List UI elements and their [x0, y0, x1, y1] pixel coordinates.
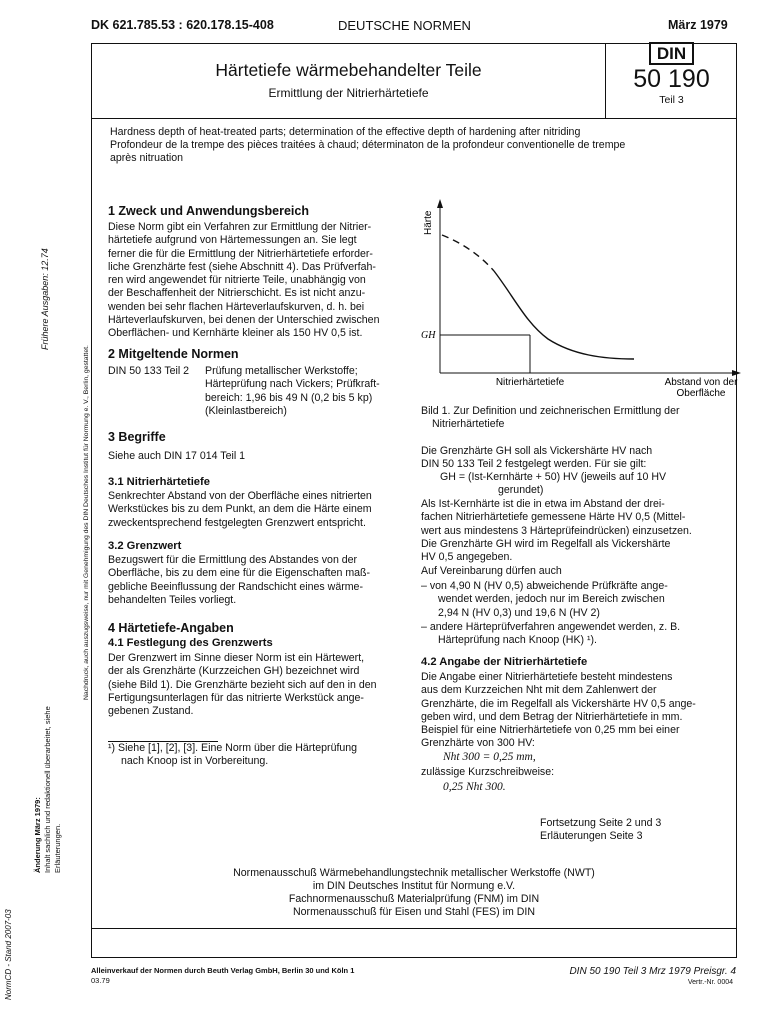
translation-fr-1: Profondeur de la trempe des pièces traitées à chaud; déterminaton de la profondeur conventionelle de trempe [110, 139, 626, 151]
translation-en: Hardness depth of heat-treated parts; determination of the effective depth of hardening after nitriding [110, 126, 581, 138]
bullet-line: 2,94 N (HV 0,3) und 19,6 N (HV 2) [438, 606, 600, 619]
figure-caption-line: Bild 1. Zur Definition und zeichnerischen Ermittlung der [421, 405, 680, 417]
change-text-1: Inhalt sachlich und redaktionell überarbeitet, siehe [43, 706, 52, 873]
footer-vertr: Vertr.-Nr. 0004 [687, 979, 733, 986]
din-part: Teil 3 [659, 94, 684, 106]
s2-ref-title [205, 365, 408, 418]
s41-line: gebenen Zustand. [108, 705, 194, 718]
continuation-line: Fortsetzung Seite 2 und 3 [540, 817, 662, 829]
bullet-line: – andere Härteprüfverfahren angewendet werden, z. B. [421, 621, 681, 633]
dk-number: DK 621.785.53 : 620.178.15-408 [91, 18, 274, 32]
gh-formula [440, 471, 730, 498]
s1-line: wenden bei sehr flachen Härteverlaufskurven, d. h. bei [108, 300, 365, 313]
s31-line: zweckentsprechend festgelegten Grenzwert entspricht. [108, 516, 366, 529]
s31-line: Werkstückes bis zu dem Punkt, an dem die Härte einem [108, 503, 372, 516]
s42-line: Die Angabe einer Nitrierhärtetiefe besteht mindestens [421, 671, 673, 683]
committee-line: Normenausschuß Wärmebehandlungstechnik metallischer Werkstoffe (NWT) [233, 867, 595, 879]
issue-date: März 1979 [668, 18, 728, 32]
bullet-1 [421, 580, 727, 620]
section-2 [108, 347, 408, 361]
s41-line: (siehe Bild 1). Die Grenzhärte bezieht sich auf den in den [108, 678, 377, 691]
s41-line: Fertigungsunterlagen für das nitrierte Werkstück ange- [108, 691, 364, 704]
page-subtitle: Ermittlung der Nitrierhärtetiefe [268, 86, 429, 100]
s42-line: geben wird, und dem Betrag der Nitrierhärtetiefe in mm. [421, 710, 683, 723]
section-1 [108, 204, 408, 341]
s1-line: ren wird angewendet für nitrierte Teile, unabhängig von [108, 274, 366, 287]
figure-caption-line: Nitrierhärtetiefe [432, 418, 505, 431]
section-4 [108, 621, 408, 718]
right-line: Die Grenzhärte GH wird im Regelfall als Vickershärte [421, 537, 671, 550]
s2-ref-line: Härteprüfung nach Vickers; Prüfkraft- [205, 378, 380, 391]
s1-line: Oberflächen- und Kernhärte kleiner als 150 HV 0,5 ist. [108, 327, 363, 340]
normcd-stamp: NormCD - Stand 2007-03 [4, 909, 13, 1000]
copyright-notice: Nachdruck, auch auszugsweise, nur mit Genehmigung des DIN Deutsches Institut für Normung e. V., Berlin, gestattet. [83, 345, 90, 700]
example-formula: Nht 300 = 0,25 mm, [443, 751, 536, 763]
footer-sales: Alleinverkauf der Normen durch Beuth Verlag GmbH, Berlin 30 und Köln 1 [91, 966, 355, 975]
footer-right: DIN 50 190 Teil 3 Mrz 1979 Preisgr. 4 [569, 966, 736, 977]
section-1-heading: 1 Zweck und Anwendungsbereich [108, 204, 309, 218]
series-title: DEUTSCHE NORMEN [338, 18, 471, 33]
gh-formula-line: GH = (Ist-Kernhärte + 50) HV (jeweils auf 10 HV [440, 471, 667, 483]
committee-line: im DIN Deutsches Institut für Normung e.V. [312, 880, 516, 892]
rule-under-title [91, 118, 737, 119]
bullet-2 [421, 621, 727, 648]
section-4-2-heading: 4.2 Angabe der Nitrierhärtetiefe [421, 656, 588, 668]
s1-line: Härteverlaufskurven, bei denen der Unterschied zwischen [108, 314, 380, 327]
din-block [606, 45, 737, 64]
section-3-2 [108, 540, 408, 607]
y-axis-label: Härte [423, 210, 434, 235]
right-line: fachen Nitrierhärtetiefe gemessene Härte HV 0,5 (Mittel- [421, 511, 686, 524]
s1-line: härtetiefe aufgrund von Härtemessungen an. Sie legt [108, 234, 357, 247]
s41-line: der als Grenzhärte (Kurzzeichen GH) bezeichnet wird [108, 665, 360, 678]
s2-ref-line: (Kleinlastbereich) [205, 404, 287, 417]
footer-left [91, 966, 354, 986]
s3-intro: Siehe auch DIN 17 014 Teil 1 [108, 450, 246, 462]
bullet-line: wendet werden, jedoch nur im Bereich zwischen [438, 593, 665, 606]
right-line: Als Ist-Kernhärte ist die in etwa im Abstand der drei- [421, 498, 665, 510]
change-title: Änderung März 1979: [33, 797, 42, 873]
bullet-line: – von 4,90 N (HV 0,5) abweichende Prüfkräfte ange- [421, 580, 668, 592]
s1-line: der Beschaffenheit der Nitrierschicht. Es ist nicht anzu- [108, 287, 366, 300]
right-para-2 [421, 498, 727, 564]
s32-line: Oberfläche, bis zu dem eine für die Eigenschaften maß- [108, 567, 371, 580]
gh-label: GH [421, 330, 436, 341]
x-axis-right-label-2: Oberfläche [676, 388, 726, 399]
s42-line: Beispiel für eine Nitrierhärtetiefe von 0,25 mm bei einer [421, 724, 680, 737]
figure-caption [421, 405, 736, 432]
x-axis-label: Nitrierhärtetiefe [495, 377, 565, 388]
continuation-line: Erläuterungen Seite 3 [540, 830, 643, 843]
y-axis-arrow [437, 199, 443, 208]
s32-line: Bezugswert für die Ermittlung des Abstandes von der [108, 554, 358, 566]
s2-ref-line: bereich: 1,96 bis 49 N (0,2 bis 5 kp) [205, 391, 373, 404]
section-3 [108, 430, 408, 463]
s1-line: liche Grenzhärte fest (siehe Abschnitt 4). Das Prüfverfah- [108, 260, 376, 273]
s41-line: Der Grenzwert im Sinne dieser Norm ist ein Härtewert, [108, 652, 365, 664]
gh-formula-line: gerundet) [498, 484, 544, 497]
continuation-note [540, 817, 722, 844]
s31-line: Senkrechter Abstand von der Oberfläche eines nitrierten [108, 490, 372, 502]
x-axis-right-label-1: Abstand von der [664, 377, 738, 388]
footnote [108, 742, 408, 769]
committee-line: Normenausschuß für Eisen und Stahl (FES) im DIN [293, 906, 535, 918]
right-line: HV 0,5 angegeben. [421, 551, 513, 564]
footer-code: 03.79 [91, 976, 110, 985]
footnote-line: ¹) Siehe [1], [2], [3]. Eine Norm über die Härteprüfung [108, 742, 358, 754]
x-axis-arrow [732, 370, 741, 376]
right-line: Die Grenzhärte GH soll als Vickershärte HV nach [421, 445, 653, 457]
section-4-heading: 4 Härtetiefe-Angaben [108, 621, 234, 635]
change-text-2: Erläuterungen. [53, 823, 62, 873]
hardness-curve-dashed [442, 235, 494, 271]
hardness-curve [494, 271, 634, 359]
footnote-line: nach Knoop ist in Vorbereitung. [121, 755, 269, 768]
din-number: 50 190 [633, 65, 710, 93]
translation-fr-2: après nitruation [110, 152, 184, 164]
section-4-1-heading: 4.1 Festlegung des Grenzwerts [108, 637, 273, 649]
s2-ref-line: Prüfung metallischer Werkstoffe; [205, 365, 358, 377]
example-short: 0,25 Nht 300. [443, 781, 506, 793]
right-line: wert aus mindestens 3 Härteprüfeindrücken) einzusetzen. [421, 524, 692, 537]
committee-line: Fachnormenausschuß Materialprüfung (FNM) im DIN [288, 893, 540, 905]
s32-line: gebliche Beeinflussung der Randschicht eines wärme- [108, 580, 363, 593]
page-title: Härtetiefe wärmebehandelter Teile [215, 60, 482, 80]
example-short-label: zulässige Kurzschreibweise: [421, 766, 555, 778]
section-3-1 [108, 476, 408, 530]
section-2-heading: 2 Mitgeltende Normen [108, 347, 239, 361]
committee-block [91, 867, 737, 919]
din-logo: DIN [649, 42, 694, 65]
right-line: DIN 50 133 Teil 2 festgelegt werden. Für sie gilt: [421, 458, 647, 471]
s1-line: ferner die für die Ermittlung der Nitrierhärtetiefe erforder- [108, 247, 373, 260]
earlier-editions: Frühere Ausgaben: 12.74 [40, 248, 50, 350]
s42-line: aus dem Kurzzeichen Nht mit dem Zahlenwert der [421, 684, 657, 697]
s42-line: Grenzhärte von 300 HV: [421, 737, 535, 750]
s32-line: behandelten Teiles vorliegt. [108, 593, 237, 606]
section-4-2 [421, 656, 727, 751]
s1-line: Diese Norm gibt ein Verfahren zur Ermittlung der Nitrier- [108, 221, 372, 233]
hardness-figure [418, 195, 744, 400]
bullet-line: Härteprüfung nach Knoop (HK) ¹). [438, 634, 597, 647]
section-3-heading: 3 Begriffe [108, 430, 166, 444]
s42-line: Grenzhärte, die im Regelfall als Vickershärte HV 0,5 ange- [421, 697, 696, 710]
section-3-1-heading: 3.1 Nitrierhärtetiefe [108, 476, 210, 488]
s2-ref-number: DIN 50 133 Teil 2 [108, 365, 190, 377]
right-para-1 [421, 445, 727, 472]
section-3-2-heading: 3.2 Grenzwert [108, 540, 182, 552]
right-para-3: Auf Vereinbarung dürfen auch [421, 565, 562, 577]
rule-bottom [91, 928, 737, 929]
